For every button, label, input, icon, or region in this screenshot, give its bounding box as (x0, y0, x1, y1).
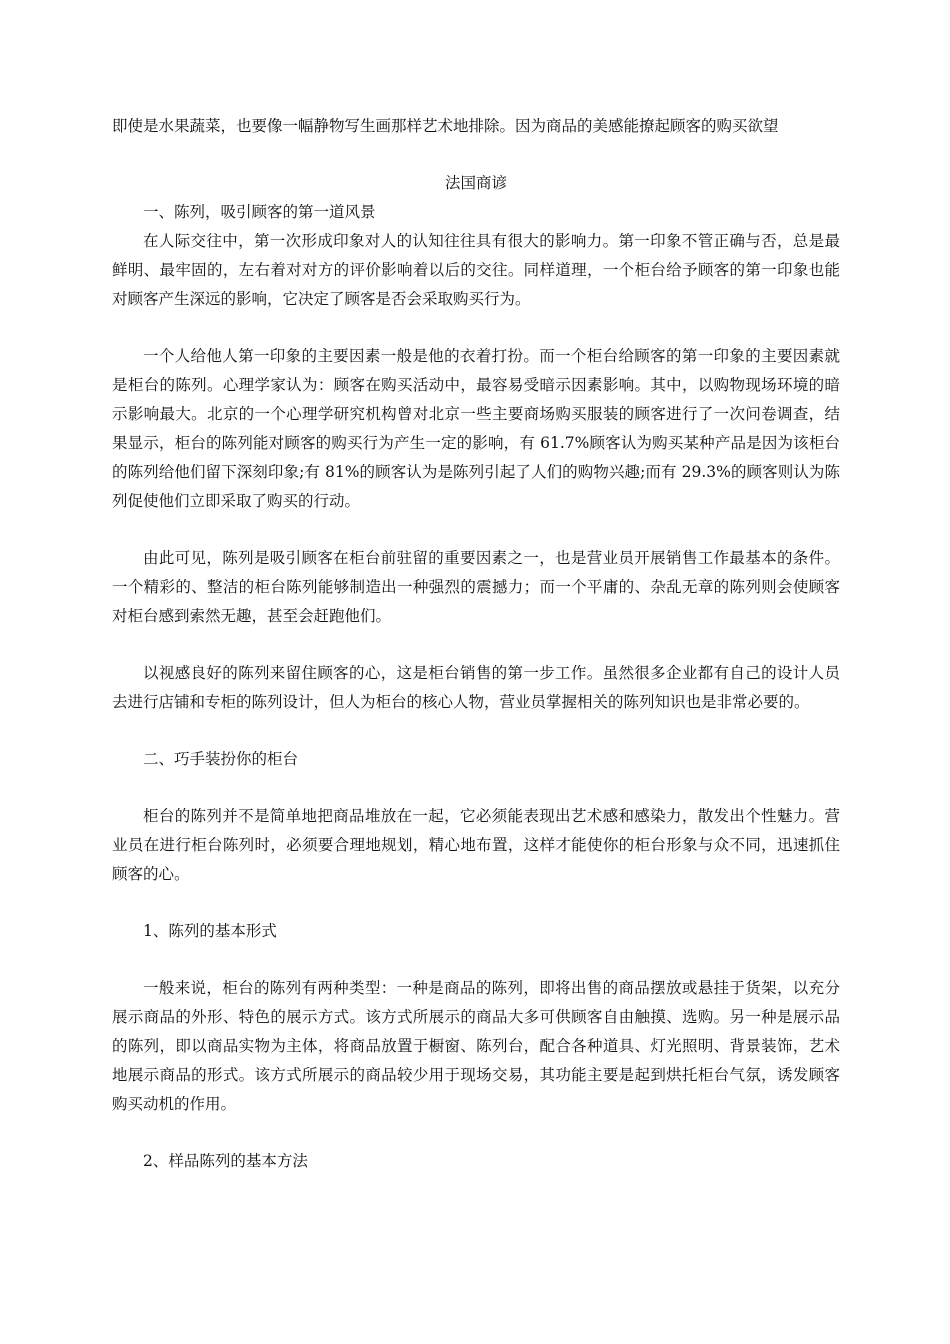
subsection-1-heading: 1、陈列的基本形式 (143, 922, 277, 940)
section-1-paragraph-3: 由此可见，陈列是吸引顾客在柜台前驻留的重要因素之一，也是营业员开展销售工作最基本的条件。一个精彩的、整洁的柜台陈列能够制造出一种强烈的震撼力；而一个平庸的、杂乱无章的陈列则会使顾客对柜台感到索然无趣，甚至会赶跑他们。 (112, 549, 840, 625)
document-page (112, 112, 840, 1176)
subsection-2-heading: 2、样品陈列的基本方法 (143, 1152, 308, 1170)
subsection-1-paragraph: 一般来说，柜台的陈列有两种类型：一种是商品的陈列，即将出售的商品摆放或悬挂于货架，以充分展示商品的外形、特色的展示方式。该方式所展示的商品大多可供顾客自由触摸、选购。另一种是展示品的陈列，即以商品实物为主体，将商品放置于橱窗、陈列台，配合各种道具、灯光照明、背景装饰，艺术地展示商品的形式。该方式所展示的商品较少用于现场交易，其功能主要是起到烘托柜台气氛，诱发顾客购买动机的作用。 (112, 979, 840, 1113)
section-1-heading: 一、陈列，吸引顾客的第一道风景 (143, 203, 376, 221)
section-2-paragraph: 柜台的陈列并不是简单地把商品堆放在一起，它必须能表现出艺术感和感染力，散发出个性魅力。营业员在进行柜台陈列时，必须要合理地规划，精心地布置，这样才能使你的柜台形象与众不同，迅速抓住顾客的心。 (112, 807, 840, 883)
section-1-paragraph-2: 一个人给他人第一印象的主要因素一般是他的衣着打扮。而一个柜台给顾客的第一印象的主要因素就是柜台的陈列。心理学家认为：顾客在购买活动中，最容易受暗示因素影响。其中，以购物现场环境的暗示影响最大。北京的一个心理学研究机构曾对北京一些主要商场购买服装的顾客进行了一次问卷调查，结果显示，柜台的陈列能对顾客的购买行为产生一定的影响，有 61.7%顾客认为购买某种产品是因为该柜台的陈列给他们留下深刻印象;有 81%的顾客认为是陈列引起了人们的购物兴趣;而有 29.3%的顾客则认为陈列促使他们立即采取了购买的行动。 (112, 347, 840, 510)
section-1-paragraph-4: 以视感良好的陈列来留住顾客的心，这是柜台销售的第一步工作。虽然很多企业都有自己的设计人员去进行店铺和专柜的陈列设计，但人为柜台的核心人物，营业员掌握相关的陈列知识也是非常必要的。 (112, 664, 840, 711)
section-2-heading: 二、巧手装扮你的柜台 (143, 750, 299, 768)
section-1-paragraph-1: 在人际交往中，第一次形成印象对人的认知往往具有很大的影响力。第一印象不管正确与否，总是最鲜明、最牢固的，左右着对对方的评价影响着以后的交往。同样道理，一个柜台给予顾客的第一印象也能对顾客产生深远的影响，它决定了顾客是否会采取购买行为。 (112, 232, 840, 308)
epigraph-source: 法国商谚 (444, 174, 507, 192)
epigraph-quote: 即使是水果蔬菜，也要像一幅静物写生画那样艺术地排除。因为商品的美感能撩起顾客的购买欲望 (112, 117, 779, 135)
